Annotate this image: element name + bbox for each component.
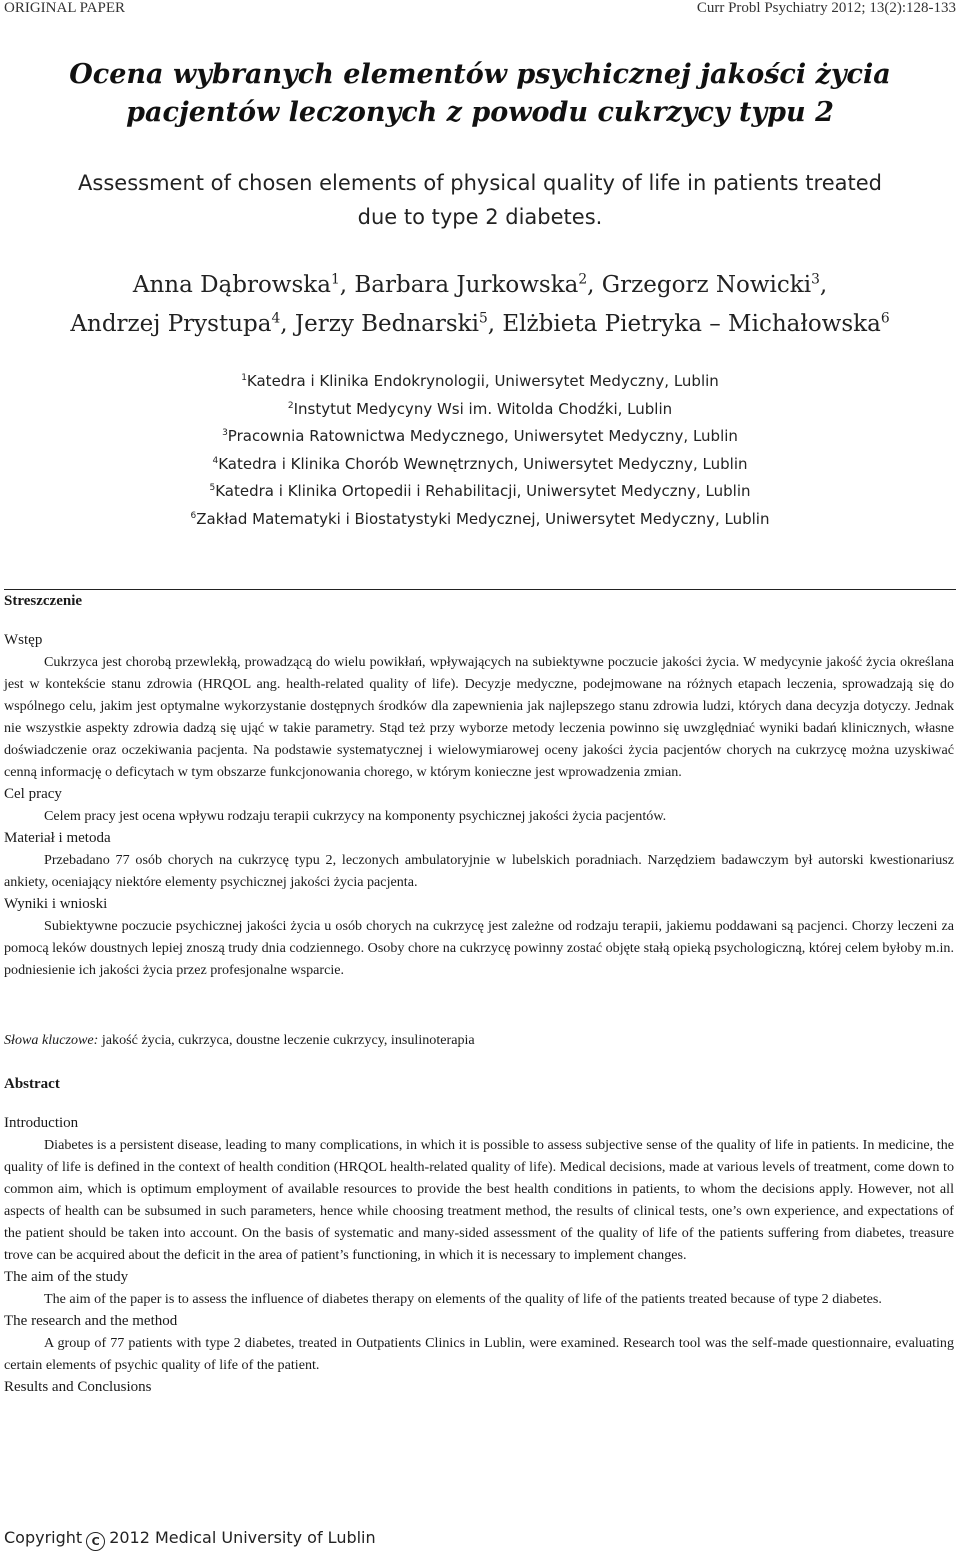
section-label: Introduction (4, 1115, 79, 1131)
affiliation-number: 5 (209, 483, 216, 493)
section-label: Wstęp (4, 632, 43, 648)
abstract-heading: Abstract (4, 1076, 60, 1092)
author-name: Jerzy Bednarski (294, 311, 479, 337)
affiliation-list (0, 368, 960, 533)
section-text: The aim of the paper is to assess the influence of diabetes therapy on elements of the quality of life of the patients treated because of type 2 diabetes. (44, 1291, 882, 1307)
section-text: A group of 77 patients with type 2 diabetes, treated in Outpatients Clinics in Lublin, were examined. Research tool was the self-made questionnaire, evaluating certain elements of psychic quality of life of the patient. (4, 1335, 954, 1373)
author-affil-ref: 3 (811, 271, 820, 288)
section-text: Przebadano 77 osób chorych na cukrzycę typu 2, leczonych ambulatoryjnie w lubelskich poradniach. Narzędziem badawczym był autorski kwestionariusz ankiety, oceniający niektóre elementy psychicznej jakości życia pacjenta. (4, 852, 954, 890)
affiliation-text: Katedra i Klinika Chorób Wewnętrznych, Uniwersytet Medyczny, Lublin (218, 454, 748, 473)
section-label: Cel pracy (4, 786, 62, 802)
abstract-block (4, 1073, 954, 1398)
author-affil-ref: 5 (478, 310, 488, 327)
copyright-text: 2012 Medical University of Lublin (109, 1528, 376, 1547)
author-name: Elżbieta Pietryka – Michałowska (502, 311, 881, 337)
keywords-text: jakość życia, cukrzyca, doustne leczenie cukrzycy, insulinoterapia (101, 1032, 475, 1048)
affiliation-text: Instytut Medycyny Wsi im. Witolda Chodźki, Lublin (293, 399, 673, 418)
affiliation-text: Katedra i Klinika Ortopedii i Rehabilitacji, Uniwersytet Medyczny, Lublin (215, 482, 751, 500)
author-affil-ref: 4 (271, 310, 281, 327)
affiliation-number: 3 (222, 428, 228, 438)
author-list (0, 266, 960, 344)
section-label: The aim of the study (4, 1269, 129, 1285)
affiliation-item (0, 506, 960, 534)
copyright-icon: C (86, 1532, 105, 1551)
author-line-2: Andrzej Prystupa$^4$, Jerzy Bednarski$^5$, Elżbieta Pietryka – Michałowska$^6$ (70, 310, 890, 337)
author-name: Anna Dąbrowska (132, 272, 331, 298)
author-name: Barbara Jurkowska (354, 272, 579, 298)
subtitle-line-1: Assessment of chosen elements of physical quality of life in patients treated (78, 171, 882, 195)
affiliation-item (0, 368, 960, 396)
section-text: Cukrzyca jest chorobą przewlekłą, prowadzącą do wielu powikłań, wpływających na subiektywne poczucie jakości życia. W medycynie jakość życia określana jest w kontekście stanu zdrowia (HRQOL ang. health-related quality of life). Decyzje medyczne, podejmowane na różnych etapach leczenia, sprowadzają się do wspólnego celu, jakim jest optymalne wykorzystanie dostępnych środków dla zapewnienia jak najlepszego stanu zdrowia ludzi, których dana decyzja dotyczy. Jednak nie wszystkie aspekty zdrowia dadzą się ująć w takie parametry. Stąd też przy wyborze metody leczenia powinno się uwzględniać wyniki badań klinicznych, własne doświadczenie oraz oczekiwania pacjenta. Na podstawie systematycznej i wielowymiarowej oceny jakości życia pacjentów chorych na cukrzycę można uzyskiwać cenną informację o deficytach w tym obszarze funkcjonowania chorego, w którym konieczne jest wprowadzenia zmian. (4, 654, 954, 780)
article-type-label: ORIGINAL PAPER (4, 0, 125, 16)
affiliation-number: 4 (212, 455, 219, 466)
affiliation-text: Pracownia Ratownictwa Medycznego, Uniwersytet Medyczny, Lublin (227, 427, 738, 445)
affiliation-number: 6 (190, 510, 197, 521)
keywords-label: Słowa kluczowe: (4, 1032, 99, 1048)
section-label: The research and the method (4, 1313, 178, 1329)
keywords-line (4, 1029, 954, 1051)
affiliation-text: Zakład Matematyki i Biostatystyki Medycznej, Uniwersytet Medyczny, Lublin (196, 509, 770, 528)
journal-citation: Curr Probl Psychiatry 2012; 13(2):128-133 (696, 0, 956, 16)
streszczenie-heading: Streszczenie (4, 593, 83, 609)
article-title-english (40, 166, 920, 234)
affiliation-text: Katedra i Klinika Endokrynologii, Uniwersytet Medyczny, Lublin (246, 372, 719, 390)
copyright-footer (4, 1528, 376, 1551)
copyright-prefix: Copyright (4, 1528, 83, 1547)
streszczenie-block (4, 590, 954, 981)
author-line-1: Anna Dąbrowska$^1$, Barbara Jurkowska$^2$, Grzegorz Nowicki$^3$, (132, 271, 828, 298)
author-affil-ref: 2 (578, 271, 588, 288)
affiliation-number: 2 (287, 400, 294, 411)
subtitle-line-2: due to type 2 diabetes. (357, 205, 603, 229)
affiliation-item (0, 423, 960, 451)
section-label: Wyniki i wnioski (4, 896, 108, 912)
affiliation-number: 1 (241, 373, 247, 383)
section-label: Materiał i metoda (4, 830, 111, 846)
author-name: Andrzej Prystupa (70, 311, 272, 337)
section-label: Results and Conclusions (4, 1379, 152, 1395)
author-affil-ref: 1 (330, 271, 340, 288)
title-line-2: pacjentów leczonych z powodu cukrzycy typu 2 (126, 97, 834, 128)
article-title-polish (0, 56, 960, 132)
affiliation-item (0, 451, 960, 479)
running-header (4, 0, 956, 20)
title-line-1: Ocena wybranych elementów psychicznej jakości życia (69, 59, 891, 90)
author-affil-ref: 6 (880, 310, 890, 327)
affiliation-item (0, 396, 960, 424)
section-text: Diabetes is a persistent disease, leading to many complications, in which it is possible to assess subjective sense of the quality of life in patients. In medicine, the quality of life is defined in the context of health condition (HRQOL health-related quality of life). Medical decisions, made at various levels of treatment, come down to common aim, which is optimum employment of available resources to provide the best health conditions in patients, to whom the decisions apply. However, not all aspects of health can be subsumed in such parameters, hence while choosing treatment method, the results of clinical tests, one’s own experience, and expectations of the patient should be taken into account. On the basis of systematic and many-sided assessment of the quality of life of the patients suffering from diabetes, treasure trove can be acquired about the deficit in the area of patient’s functioning, in which it is necessary to implement changes. (4, 1137, 954, 1263)
author-name: Grzegorz Nowicki (601, 272, 812, 298)
section-text: Celem pracy jest ocena wpływu rodzaju terapii cukrzycy na komponenty psychicznej jakości życia pacjentów. (44, 808, 667, 824)
section-text: Subiektywne poczucie psychicznej jakości życia u osób chorych na cukrzycę jest zależne od rodzaju terapii, jakiemu poddawani są pacjenci. Chorzy leczeni za pomocą leków doustnych lepiej znoszą trudy dnia codziennego. Osoby chore na cukrzycę powinny zostać objęte stałą opieką psychologiczną, której celem byłoby m.in. podniesienie ich jakości życia przez profesjonalne wsparcie. (4, 918, 954, 978)
affiliation-item (0, 478, 960, 506)
